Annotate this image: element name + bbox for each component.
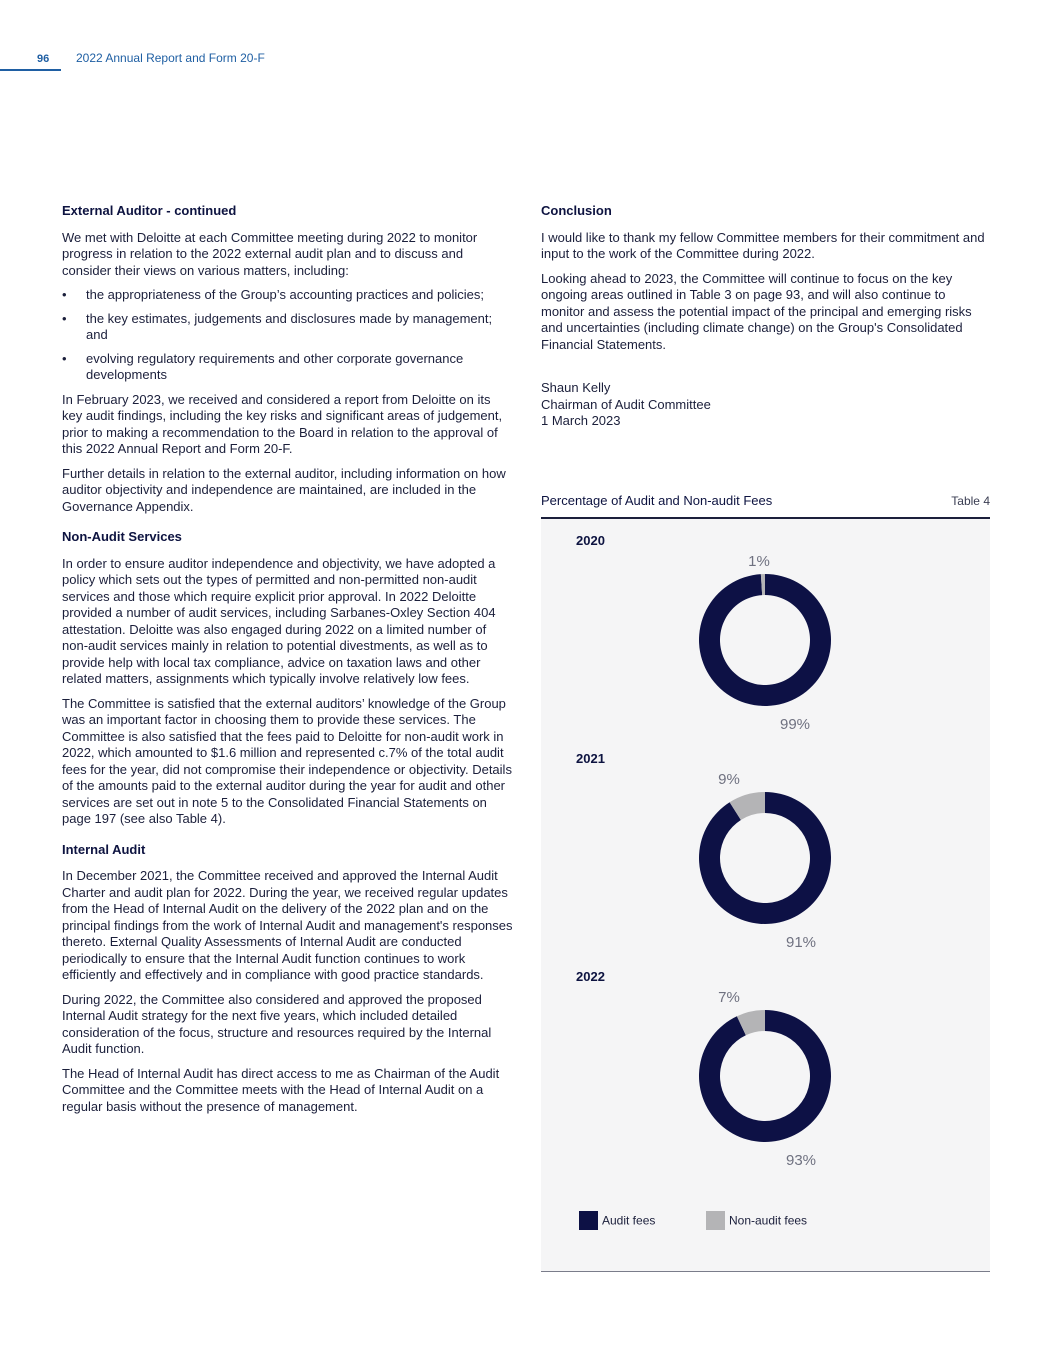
chart-title: Percentage of Audit and Non-audit Fees — [541, 493, 773, 508]
chart-table-label: Table 4 — [951, 494, 990, 508]
external-auditor-paragraph: Further details in relation to the external auditor, including information on how auditor objectivity and independence are maintained, are included in the Governance Appendix. — [62, 465, 506, 514]
legend-label-audit: Audit fees — [602, 1213, 656, 1228]
report-title: 2022 Annual Report and Form 20-F — [76, 51, 265, 65]
signatory-role: Chairman of Audit Committee — [541, 396, 711, 412]
non-audit-heading: Non-Audit Services — [62, 529, 182, 544]
fees-chart-panel — [541, 493, 990, 1273]
non-audit-data-label: 7% — [718, 989, 740, 1006]
legend-swatch-audit — [579, 1211, 598, 1230]
chart-bottom-rule — [541, 1271, 990, 1272]
internal-audit-paragraph: The Head of Internal Audit has direct access to me as Chairman of the Audit Committee and the Committee meets with the Head of Internal Audit on a regular basis without the presence of management. — [62, 1065, 500, 1114]
signature-block — [541, 380, 991, 430]
audit-data-label: 93% — [785, 1152, 817, 1169]
external-auditor-heading: External Auditor - continued — [62, 203, 237, 218]
donut-charts — [541, 519, 990, 1209]
legend-swatch-non-audit — [706, 1211, 725, 1230]
legend-non-audit-fees — [706, 1211, 807, 1230]
right-column — [541, 203, 991, 430]
page-number: 96 — [37, 53, 50, 65]
audit-data-label: 91% — [785, 934, 817, 951]
audit-data-label: 99% — [779, 716, 811, 733]
internal-audit-paragraph: During 2022, the Committee also considered and approved the proposed Internal Audit strategy for the next five years, which included detailed consideration of the focus, structure and resources required by the Internal Audit function. — [62, 991, 492, 1056]
header-rule — [0, 69, 61, 71]
conclusion-paragraph: I would like to thank my fellow Committee members for their commitment and input to the work of the Committee during 2022. — [541, 229, 985, 261]
bullet-item: • evolving regulatory requirements and other corporate governance developments — [62, 351, 514, 384]
bullet-item: • the key estimates, judgements and disclosures made by management; and — [62, 311, 514, 344]
non-audit-data-label: 1% — [748, 553, 770, 570]
external-auditor-bullets — [62, 287, 514, 384]
non-audit-data-label: 9% — [718, 771, 740, 788]
internal-audit-paragraph: In December 2021, the Committee received and approved the Internal Audit Charter and audit plan for 2022. During the year, we received regular updates from the Head of Internal Audit on the delivery of the 2022 plan and on the principal findings from the work of Internal Audit and management's responses thereto. External Quality Assessments of Internal Audit are conducted periodically to ensure that the Internal Audit function continues to work efficiently and effectively and in compliance with good practice standards. — [62, 868, 513, 982]
non-audit-paragraph: The Committee is satisfied that the external auditors’ knowledge of the Group was an important factor in choosing them to provide these services. The Committee is also satisfied that the fees paid to Deloitte for non-audit work in 2022, which amounted to $1.6 million and represented c.7% of the total audit fees for the year, did not compromise their independence or objectivity. Details of the amounts paid to the external auditor during the year for audit and other services are set out in note 5 to the Consolidated Financial Statements on page 197 (see also Table 4). — [62, 695, 512, 826]
legend-label-non-audit: Non-audit fees — [729, 1213, 808, 1228]
signatory-name: Shaun Kelly — [541, 380, 611, 395]
external-auditor-paragraph: In February 2023, we received and considered a report from Deloitte on its key audit findings, including the key risks and significant areas of judgement, prior to making a recommendation to the Board in relation to the approval of this 2022 Annual Report and Form 20-F. — [62, 391, 503, 456]
left-column — [62, 203, 514, 1123]
bullet-item: • the appropriateness of the Group’s accounting practices and policies; — [62, 287, 514, 304]
donut-year-label: 2021 — [576, 751, 605, 766]
conclusion-heading: Conclusion — [541, 203, 612, 218]
donut-year-label: 2022 — [576, 969, 605, 984]
internal-audit-heading: Internal Audit — [62, 841, 146, 857]
donut-year-label: 2020 — [576, 533, 605, 548]
external-auditor-intro: We met with Deloitte at each Committee meeting during 2022 to monitor progress in relation to the 2022 external audit plan and to discuss and consider their views on various matters, including: — [62, 229, 478, 278]
page-header — [0, 0, 400, 72]
non-audit-paragraph: In order to ensure auditor independence and objectivity, we have adopted a policy which sets out the types of permitted and non-permitted non-audit services and those which require explicit prior approval. In 2022 Deloitte provided a number of audit services, including Sarbanes-Oxley Section 404 attestation. Deloitte was also engaged during 2022 on a limited number of non-audit services mainly in relation to potential divestments, as well as to provide help with local tax compliance, advice on taxation laws and other related matters, assignments which typically involve relatively low fees. — [62, 555, 496, 686]
signature-date: 1 March 2023 — [541, 413, 621, 428]
conclusion-paragraph: Looking ahead to 2023, the Committee will continue to focus on the key ongoing areas outlined in Table 3 on page 93, and will also continue to monitor and assess the potential impact of the principal and emerging risks and uncertainties (including climate change) on the Group's Consolidated Financial Statements. — [541, 270, 972, 352]
legend-audit-fees — [579, 1211, 655, 1230]
